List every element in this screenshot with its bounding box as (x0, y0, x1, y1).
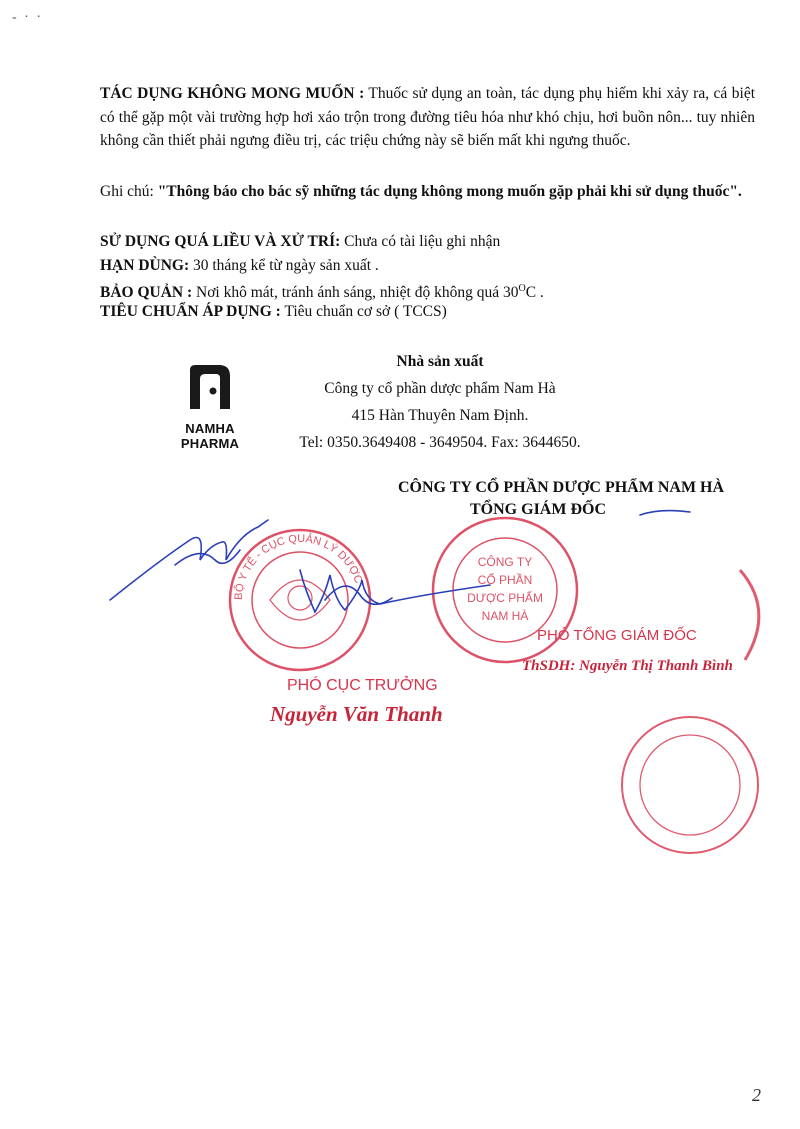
manufacturer-address: 415 Hàn Thuyên Nam Định. (351, 407, 529, 424)
partial-stamp-right (622, 570, 759, 853)
manufacturer-contact: Tel: 0350.3649408 - 3649504. Fax: 3644650. (299, 434, 581, 451)
manufacturer-company: Công ty cổ phần dược phẩm Nam Hà (324, 380, 556, 397)
side-effects-text: Thuốc sử dụng an toàn, tác dụng phụ hiếm khi xảy ra, cá biệt có thể gặp một vài trường hợp hơi xáo trộn trong đường tiêu hóa như khó chịu, hơi buồn nôn... tuy nhiên không cần thiết phải ngưng điều trị, các triệu chứng này sẽ biến mất khi ngưng thuốc. (100, 85, 756, 149)
standard-line (100, 300, 447, 323)
company-stamp-line-4: NAM HÀ (481, 609, 529, 623)
shelf-life-line (100, 254, 379, 277)
note-paragraph (100, 180, 755, 204)
scan-marks: - · · (12, 10, 43, 25)
side-effects-heading: TÁC DỤNG KHÔNG MONG MUỐN : (100, 85, 365, 102)
bureau-deputy-title: PHÓ CỤC TRƯỞNG (287, 677, 438, 694)
overdose-heading: SỬ DỤNG QUÁ LIỀU VÀ XỬ TRÍ: (100, 233, 341, 250)
shelf-life-text: 30 tháng kể từ ngày sản xuất . (189, 257, 379, 274)
deputy-director-name: ThSDH: Nguyễn Thị Thanh Bình (522, 658, 733, 674)
overdose-line (100, 230, 500, 253)
storage-text: Nơi khô mát, tránh ánh sáng, nhiệt độ không quá 30 (192, 284, 519, 302)
logo-name: NAMHA PHARMA (180, 421, 240, 451)
manufacturer-title: Nhà sản xuất (396, 353, 484, 370)
note-text: "Thông báo cho bác sỹ những tác dụng không mong muốn gặp phải khi sử dụng thuốc". (157, 183, 742, 200)
note-label: Ghi chú: (100, 183, 158, 200)
namha-pharma-logo (160, 362, 260, 451)
ministry-stamp (230, 530, 370, 670)
deputy-director-title: PHÓ TỔNG GIÁM ĐỐC (537, 627, 697, 644)
bureau-deputy-name: Nguyễn Văn Thanh (270, 702, 443, 726)
company-signature-heading: CÔNG TY CỔ PHẦN DƯỢC PHẨM NAM HÀ (398, 479, 725, 496)
page-number: 2 (752, 1085, 761, 1105)
handwritten-signatures (110, 511, 690, 612)
storage-heading: BẢO QUẢN : (100, 284, 193, 302)
director-title: TỔNG GIÁM ĐỐC (470, 501, 606, 518)
storage-unit: C . (525, 284, 544, 302)
shelf-life-heading: HẠN DÙNG: (100, 257, 190, 274)
company-stamp-line-2: CỔ PHẦN (477, 573, 533, 587)
overdose-text: Chưa có tài liệu ghi nhận (340, 233, 501, 250)
company-stamp-line-3: DƯỢC PHẨM (467, 591, 543, 605)
standard-heading: TIÊU CHUẨN ÁP DỤNG : (100, 303, 281, 320)
side-effects-paragraph (100, 82, 755, 153)
manufacturer-block (270, 348, 610, 456)
standard-text: Tiêu chuẩn cơ sở ( TCCS) (280, 303, 447, 320)
namha-logo-icon (187, 362, 233, 410)
company-stamp-line-1: CÔNG TY (477, 555, 533, 569)
storage-degree: O (518, 283, 526, 294)
ministry-stamp-ring: BỘ Y TẾ - CỤC QUẢN LÝ DƯỢC (232, 532, 365, 601)
